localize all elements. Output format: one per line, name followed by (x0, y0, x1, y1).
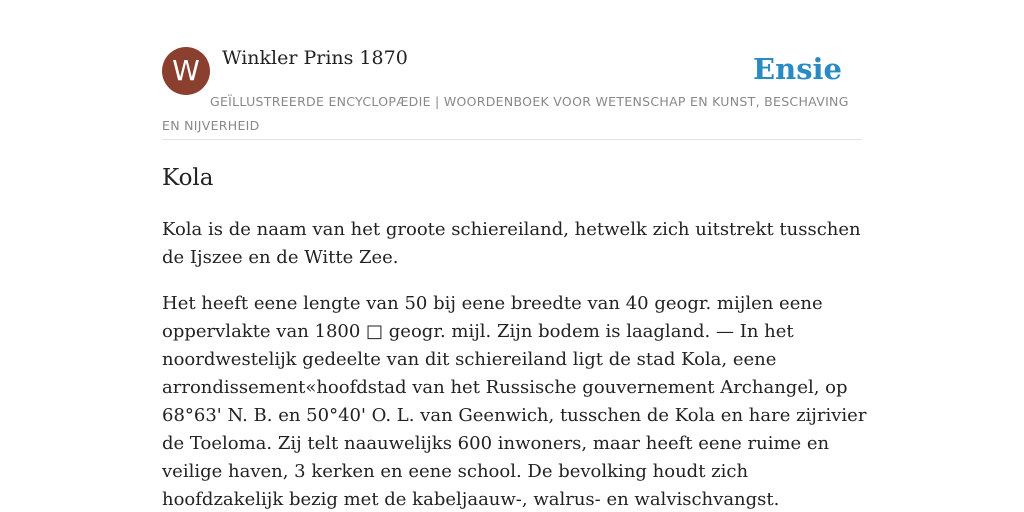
entry-title: Kola (162, 165, 214, 191)
source-avatar[interactable]: W (162, 47, 210, 95)
header-divider (162, 139, 862, 140)
ensie-logo[interactable]: Ensie (753, 52, 842, 86)
entry-body (162, 216, 867, 512)
source-subtitle: GEÏLLUSTREERDE ENCYCLOPÆDIE | WOORDENBOEK VOOR WETENSCHAP EN KUNST, BESCHAVING EN NIJVERHEID (162, 94, 849, 133)
source-title-link[interactable]: Winkler Prins 1870 (222, 47, 408, 69)
article-page (162, 0, 867, 512)
entry-paragraph-1: Kola is de naam van het groote schiereiland, hetwelk zich uitstrekt tusschen de Ijszee en de Witte Zee. (162, 219, 861, 268)
entry-paragraph-2: Het heeft eene lengte van 50 bij eene breedte van 40 geogr. mijlen eene oppervlakte van 1800 □ geogr. mijl. Zijn bodem is laagland. — In het noordwestelijk gedeelte van dit schiereiland ligt de stad Kola, eene arrondissement«hoofdstad van het Russische gouvernement Archangel, op 68°63' N. B. en 50°40' O. L. van Geenwich, tusschen de Kola en hare zijrivier de Toeloma. Zij telt naauwelijks 600 inwoners, maar heeft eene ruime en veilige haven, 3 kerken en eene school. De bevolking houdt zich hoofdzakelijk bezig met de kabeljaauw-, walrus- en walvischvangst. (162, 293, 867, 510)
